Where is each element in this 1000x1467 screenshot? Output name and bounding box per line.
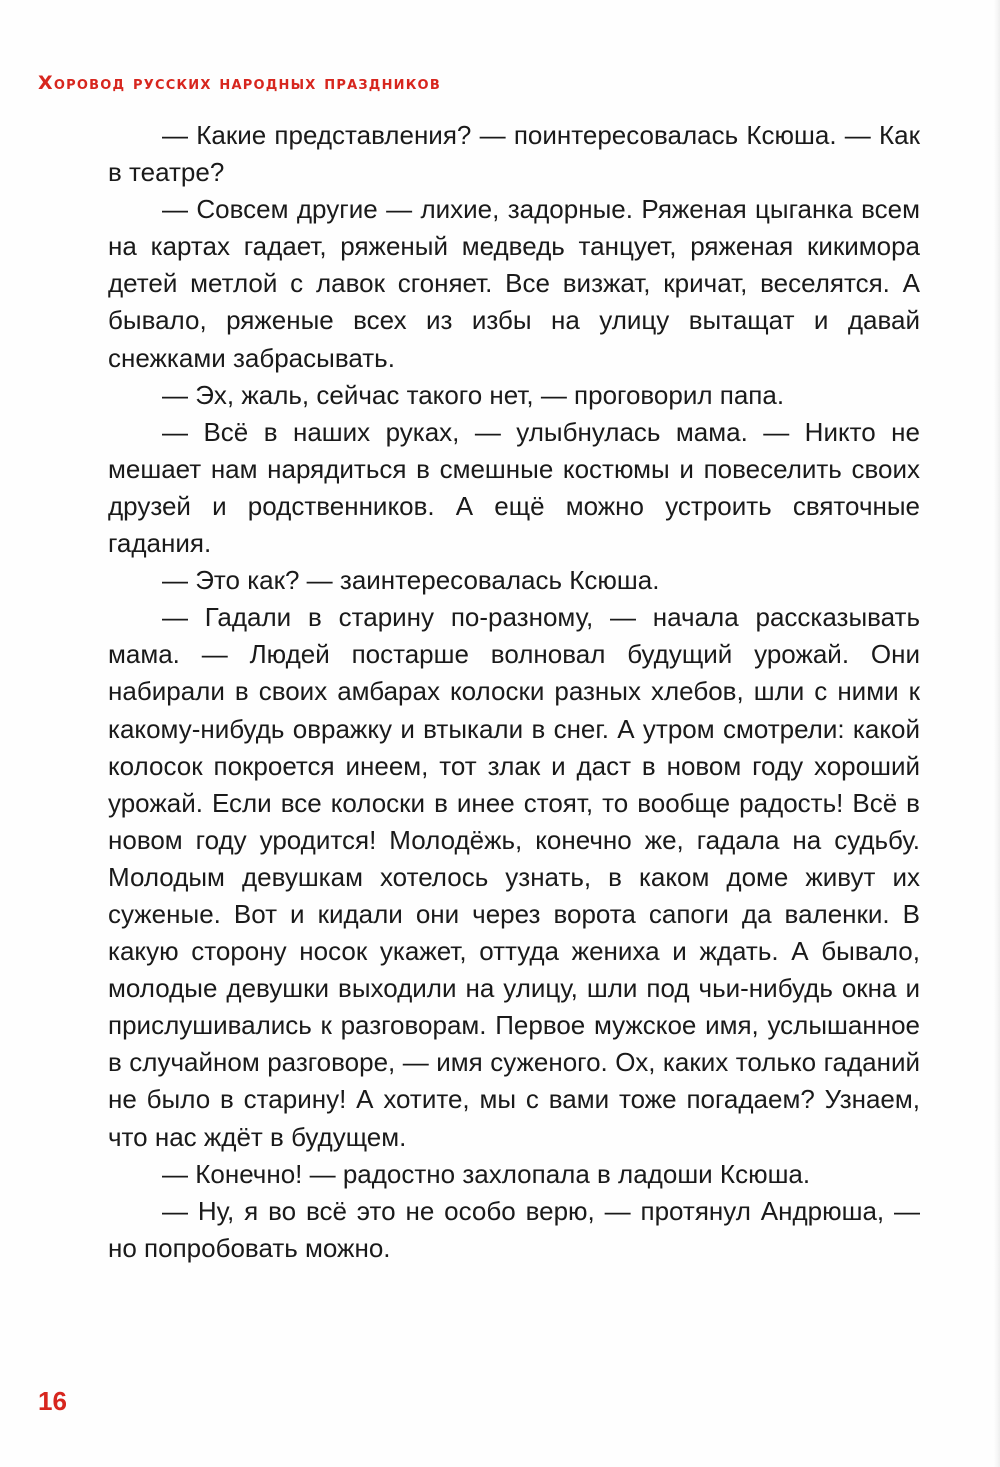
page-edge-shadow — [994, 0, 1000, 1467]
body-text — [108, 117, 920, 1267]
page-number: 16 — [38, 1386, 67, 1416]
paragraph: — Эх, жаль, сейчас такого нет, — проговорил папа. — [162, 379, 785, 410]
paragraph: — Это как? — заинтересовалась Ксюша. — [162, 565, 660, 596]
paragraph: — Конечно! — радостно захлопала в ладоши Ксюша. — [162, 1158, 811, 1189]
running-header: Хоровод русских народных праздников — [38, 72, 441, 94]
paragraph: — Какие представления? — поинтересовалась Ксюша. — Как в театре? — [108, 120, 920, 188]
paragraph: — Гадали в старину по-разному, — начала рассказывать мама. — Людей постарше волновал будущий урожай. Они набирали в своих амбарах колоски разных хлебов, шли с ними к какому-нибудь овражку и втыкали в снег. А утром смотрели: какой колосок покроется инеем, тот злак и даст в новом году хороший урожай. Если все колоски в инее стоят, то вообще радость! Всё в новом году уродится! Молодёжь, конечно же, гадала на судьбу. Молодым девушкам хотелось узнать, в каком доме живут их суженые. Вот и кидали они через ворота сапоги да валенки. В какую сторону носок укажет, оттуда жениха и ждать. А бывало, молодые девушки выходили на улицу, шли под чьи-нибудь окна и прислушивались к разговорам. Первое мужское имя, услышанное в случайном разговоре, — имя суженого. Ох, каких только гаданий не было в старину! А хотите, мы с вами тоже погадаем? Узнаем, что нас ждёт в будущем. — [108, 602, 920, 1152]
paragraph: — Всё в наших руках, — улыбнулась мама. — Никто не мешает нам нарядиться в смешные костюмы и повеселить своих друзей и родственников. А ещё можно устроить святочные гадания. — [108, 416, 920, 559]
paragraph: — Ну, я во всё это не особо верю, — протянул Андрюша, — но попробовать можно. — [108, 1195, 920, 1263]
paragraph: — Совсем другие — лихие, задорные. Ряженая цыганка всем на картах гадает, ряженый медведь танцует, ряженая кикимора детей метлой с лавок сгоняет. Все визжат, кричат, веселятся. А бывало, ряженые всех из избы на улицу вытащат и давай снежками забрасывать. — [108, 194, 920, 373]
